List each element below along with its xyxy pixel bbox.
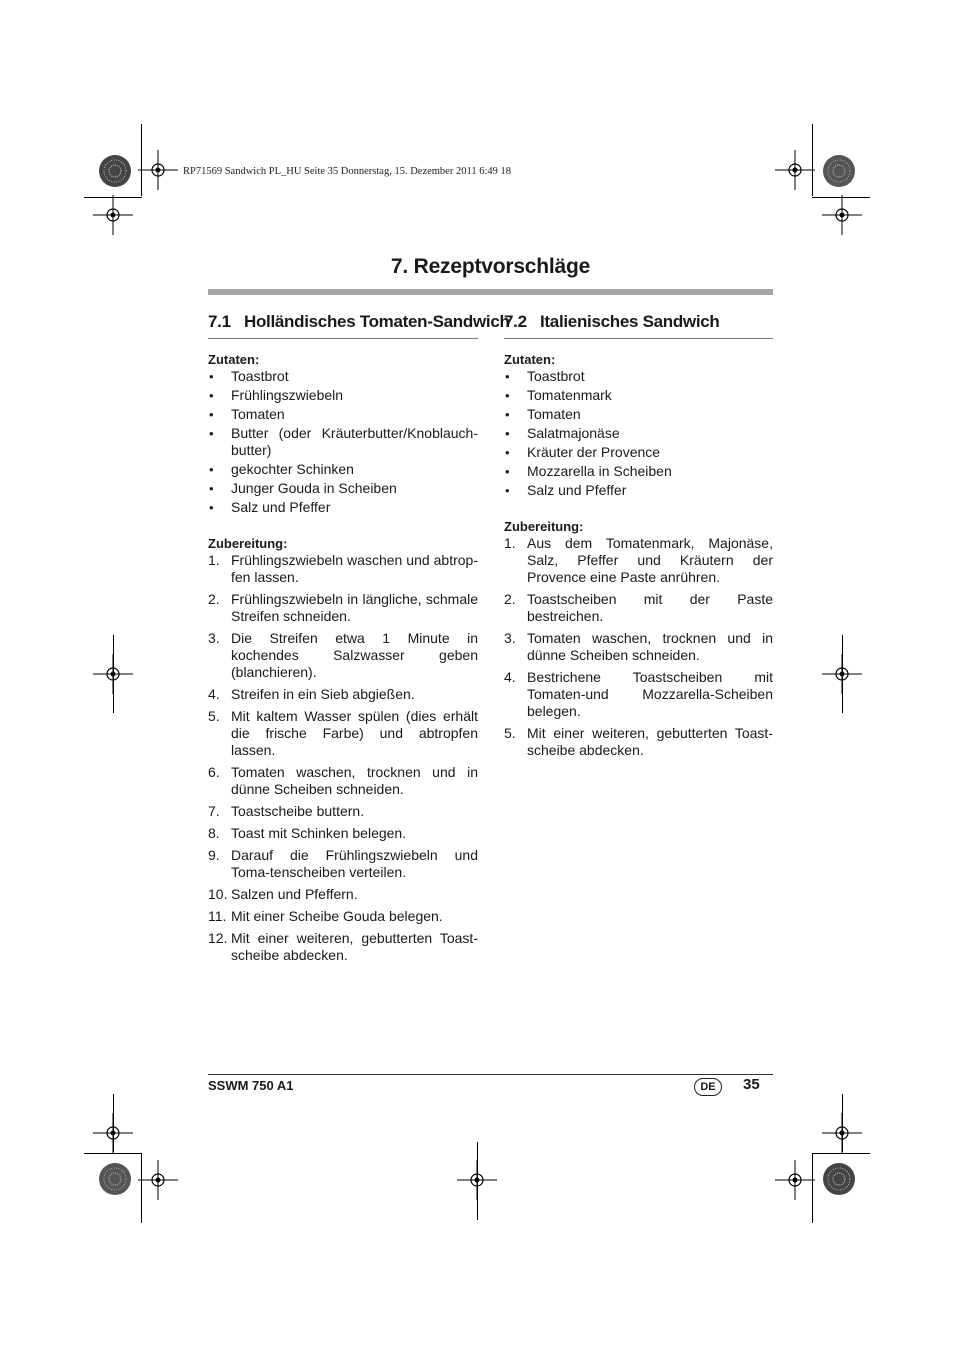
step-item: 12. Mit einer weiteren, gebutterten Toast-scheibe abdecken. [208, 930, 478, 963]
step-item: 2. Toastscheiben mit der Paste bestreichen. [504, 591, 773, 624]
crosshair-icon [775, 1160, 815, 1200]
preparation-label: Zubereitung: [504, 519, 584, 534]
bullet-icon: • [505, 407, 510, 422]
bullet-icon: • [505, 464, 510, 479]
section-title: Italienisches Sandwich [540, 312, 720, 331]
step-item: 3. Tomaten waschen, trocknen und in dünne Scheiben schneiden. [504, 630, 773, 663]
bullet-icon: • [209, 462, 214, 477]
ingredient-item: • Salatmajonäse [505, 425, 620, 441]
ingredient-item: • Tomaten [505, 406, 581, 422]
step-item: 6. Tomaten waschen, trocknen und in dünne Scheiben schneiden. [208, 764, 478, 797]
section-heading [504, 312, 773, 339]
ingredient-item: • Tomaten [209, 406, 285, 422]
registration-wheel-icon [822, 1162, 856, 1196]
crop-mark [84, 1153, 142, 1154]
ingredients-list [208, 368, 478, 516]
page-title: 7. Rezeptvorschläge [390, 255, 591, 278]
section-heading [208, 312, 510, 339]
step-item: 11. Mit einer Scheibe Gouda belegen. [208, 908, 443, 924]
section-number: 7.1 [208, 312, 231, 331]
crop-mark [113, 635, 114, 713]
step-item: 3. Die Streifen etwa 1 Minute in kochendes Salzwasser geben (blanchieren). [208, 630, 478, 680]
crop-mark [477, 1142, 478, 1220]
section-title: Holländisches Tomaten-Sandwich [244, 312, 510, 331]
ingredient-item: • Mozzarella in Scheiben [505, 463, 672, 479]
steps-list [208, 552, 478, 964]
step-item: 10. Salzen und Pfeffern. [208, 886, 358, 902]
ingredient-item: • gekochter Schinken [209, 461, 354, 477]
crop-mark [113, 1094, 114, 1152]
step-item: 5. Mit einer weiteren, gebutterten Toast-scheibe abdecken. [504, 725, 773, 758]
registration-wheel-icon [98, 154, 132, 188]
crosshair-icon [138, 150, 178, 190]
crosshair-icon [93, 195, 133, 235]
step-item: 2. Frühlingszwiebeln in längliche, schmale Streifen schneiden. [208, 591, 478, 624]
title-rule [208, 289, 773, 295]
ingredient-item: • Butter (oder Kräuterbutter/Knoblauch-butter) [209, 425, 478, 458]
ingredient-item: • Toastbrot [505, 368, 585, 384]
crosshair-icon [138, 1160, 178, 1200]
model-number: SSWM 750 A1 [208, 1078, 294, 1093]
footer-rule [208, 1074, 773, 1075]
ingredients-list [504, 368, 773, 499]
crop-mark [141, 124, 142, 196]
step-item: 9. Darauf die Frühlingszwiebeln und Toma-tenscheiben verteilen. [208, 847, 478, 880]
language-badge: DE [694, 1078, 722, 1096]
section-number: 7.2 [504, 312, 527, 331]
ingredient-item: • Junger Gouda in Scheiben [209, 480, 397, 496]
step-item: 5. Mit kaltem Wasser spülen (dies erhält die frische Farbe) und abtropfen lassen. [208, 708, 478, 758]
crop-mark [842, 1094, 843, 1152]
registration-wheel-icon [98, 1162, 132, 1196]
ingredient-item: • Toastbrot [209, 368, 289, 384]
crop-mark [812, 124, 813, 196]
crop-mark [812, 1153, 870, 1154]
ingredient-item: • Salz und Pfeffer [209, 499, 331, 515]
ingredients-label: Zutaten: [208, 352, 260, 367]
step-item: 7. Toastscheibe buttern. [208, 803, 365, 819]
steps-list [504, 535, 773, 759]
crop-mark [812, 197, 870, 198]
section-7-1 [208, 312, 510, 969]
ingredient-item: • Tomatenmark [505, 387, 612, 403]
section-7-2 [504, 312, 773, 764]
bullet-icon: • [209, 407, 214, 422]
bullet-icon: • [505, 445, 510, 460]
step-item: 8. Toast mit Schinken belegen. [208, 825, 407, 841]
crop-mark [84, 197, 142, 198]
ingredient-item: • Salz und Pfeffer [505, 482, 627, 498]
bullet-icon: • [209, 481, 214, 496]
step-item: 1. Aus dem Tomatenmark, Majonäse, Salz, Pfeffer und Kräutern der Provence eine Paste anrühren. [504, 535, 773, 585]
print-header: RP71569 Sandwich PL_HU Seite 35 Donnerstag, 15. Dezember 2011 6:49 18 [183, 166, 511, 177]
registration-wheel-icon [822, 154, 856, 188]
crosshair-icon [822, 195, 862, 235]
bullet-icon: • [505, 483, 510, 498]
crop-mark [812, 1153, 813, 1223]
step-item: 1. Frühlingszwiebeln waschen und abtrop-fen lassen. [208, 552, 478, 585]
bullet-icon: • [209, 369, 214, 384]
bullet-icon: • [505, 369, 510, 384]
crop-mark [141, 1153, 142, 1223]
step-item: 4. Streifen in ein Sieb abgießen. [208, 686, 415, 702]
ingredients-label: Zutaten: [504, 352, 556, 367]
crosshair-icon [775, 150, 815, 190]
bullet-icon: • [209, 426, 214, 441]
preparation-label: Zubereitung: [208, 536, 288, 551]
ingredient-item: • Frühlingszwiebeln [209, 387, 344, 403]
page-number: 35 [743, 1076, 760, 1093]
bullet-icon: • [505, 388, 510, 403]
bullet-icon: • [209, 500, 214, 515]
step-item: 4. Bestrichene Toastscheiben mit Tomaten-und Mozzarella-Scheiben belegen. [504, 669, 773, 719]
bullet-icon: • [209, 388, 214, 403]
crop-mark [842, 635, 843, 713]
bullet-icon: • [505, 426, 510, 441]
ingredient-item: • Kräuter der Provence [505, 444, 661, 460]
